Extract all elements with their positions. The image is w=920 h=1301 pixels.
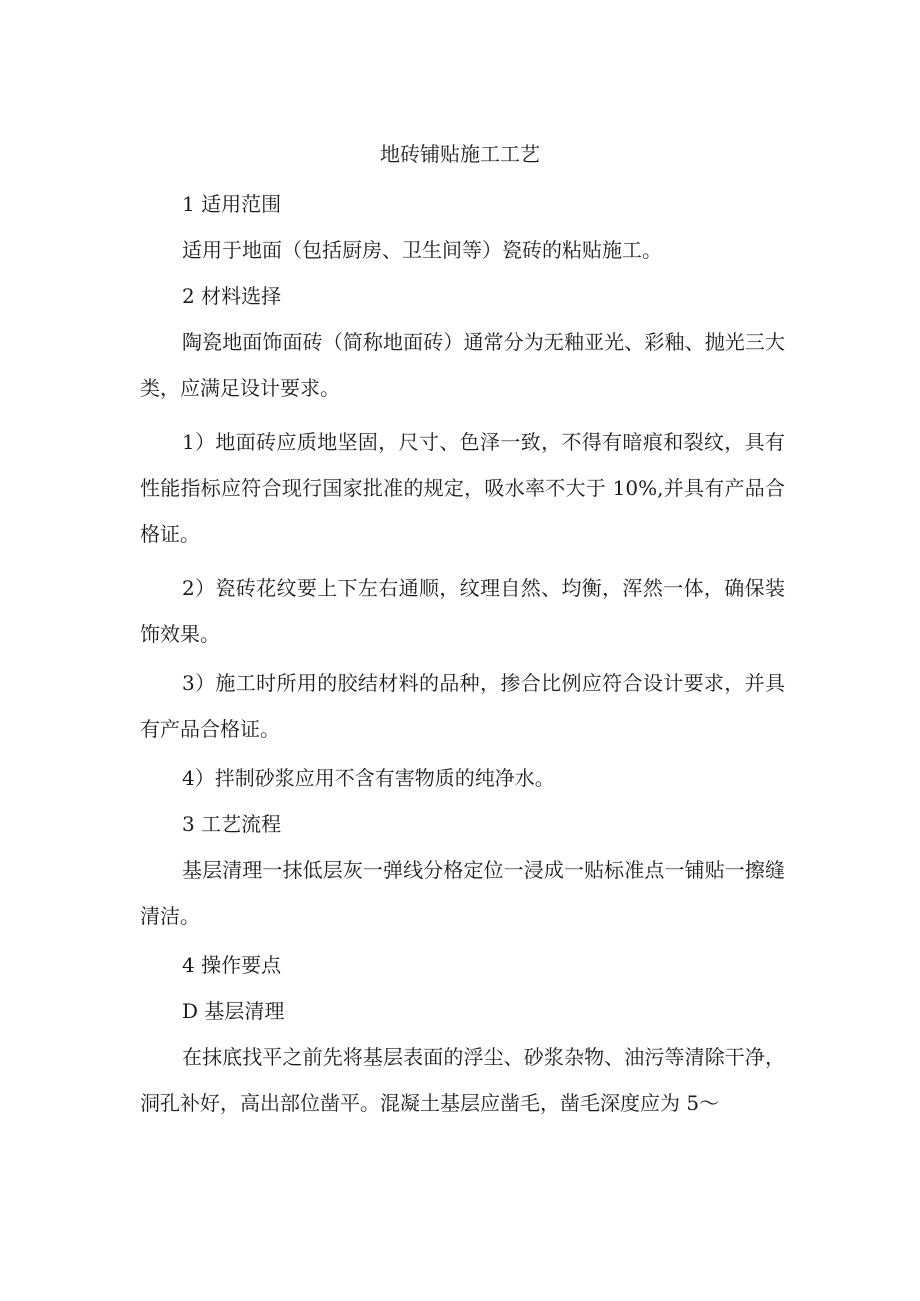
paragraph-scope: 适用于地面（包括厨房、卫生间等）瓷砖的粘贴施工。: [182, 238, 662, 262]
section-heading-scope: 1 适用范围: [182, 192, 282, 216]
section-heading-materials: 2 材料选择: [182, 284, 282, 308]
paragraph-material-item-1: 1）地面砖应质地坚固，尺寸、色泽一致，不得有暗痕和裂纹，具有性能指标应符合现行国家批准的规定，吸水率不大于 10%,并具有产品合格证。: [140, 430, 785, 546]
paragraph-material-item-2: 2）瓷砖花纹要上下左右通顺，纹理自然、均衡，浑然一体，确保装饰效果。: [140, 576, 785, 646]
subheading-base-cleaning: D 基层清理: [182, 999, 285, 1023]
document-title: 地砖铺贴施工工艺: [380, 142, 540, 166]
paragraph-material-item-4: 4）拌制砂浆应用不含有害物质的纯净水。: [182, 766, 555, 790]
paragraph-material-item-3: 3）施工时所用的胶结材料的品种，掺合比例应符合设计要求，并具有产品合格证。: [140, 671, 785, 741]
section-heading-process: 3 工艺流程: [182, 812, 282, 836]
section-heading-key-points: 4 操作要点: [182, 953, 282, 977]
paragraph-materials-intro: 陶瓷地面饰面砖（简称地面砖）通常分为无釉亚光、彩釉、抛光三大类，应满足设计要求。: [140, 330, 785, 400]
paragraph-process-flow: 基层清理一抹低层灰一弹线分格定位一浸成一贴标准点一铺贴一擦缝清洁。: [140, 858, 785, 928]
paragraph-base-cleaning: 在抹底找平之前先将基层表面的浮尘、砂浆杂物、油污等清除干净，洞孔补好，高出部位凿平。混凝土基层应凿毛，凿毛深度应为 5～: [140, 1045, 785, 1115]
